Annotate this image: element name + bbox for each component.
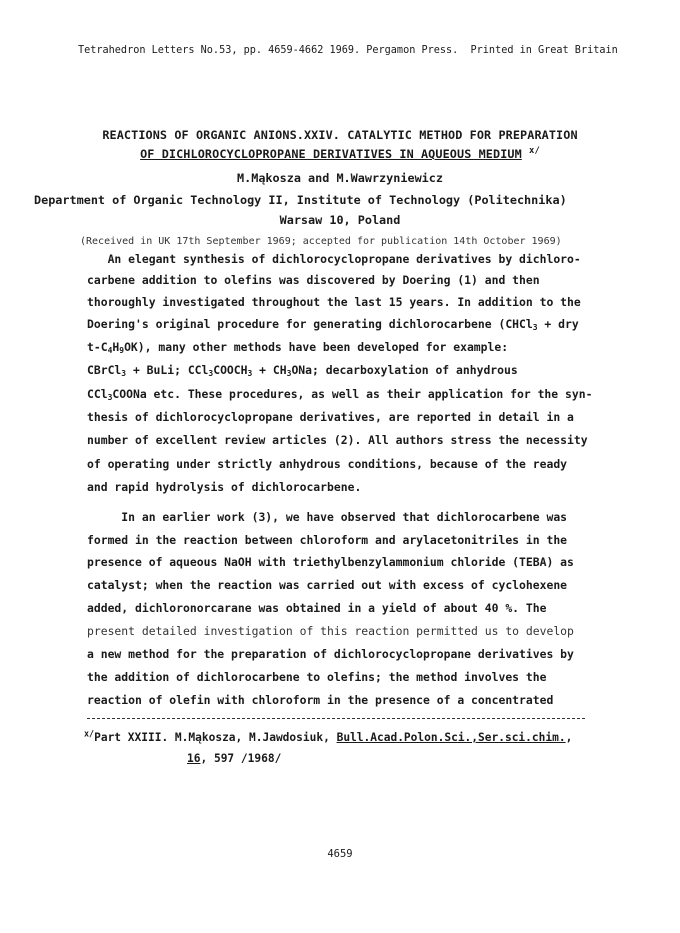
authors: M.Mąkosza and M.Wawrzyniewicz xyxy=(237,171,443,185)
body-text: CBrCl xyxy=(87,363,122,377)
body-text: t-C xyxy=(87,340,108,354)
body-line: present detailed investigation of this reaction permitted us to develop xyxy=(87,624,574,638)
footnote-divider xyxy=(87,718,585,719)
body-line: of operating under strictly anhydrous conditions, because of the ready xyxy=(87,457,568,471)
footnote-journal: Bull.Acad.Polon.Sci.,Ser.sci.chim. xyxy=(336,731,566,744)
body-text: COONa etc. These procedures, as well as their application for the syn- xyxy=(112,387,593,401)
subscript: 9 xyxy=(119,346,125,355)
body-line: In an earlier work (3), we have observed that dichlorocarbene was xyxy=(87,510,568,524)
title-line-2-text: OF DICHLOROCYCLOPROPANE DERIVATIVES IN AQUEOUS MEDIUM xyxy=(140,147,522,161)
footnote-volume: 16 xyxy=(187,752,201,765)
page-number: 4659 xyxy=(327,848,353,860)
body-text: COOCH xyxy=(213,363,248,377)
body-line: added, dichloronorcarane was obtained in a yield of about 40 %. The xyxy=(87,601,547,615)
affiliation-line-2: Warsaw 10, Poland xyxy=(279,213,401,227)
received-date: (Received in UK 17th September 1969; accepted for publication 14th October 1969) xyxy=(80,236,562,247)
body-line: thesis of dichlorocyclopropane derivatives, are reported in detail in a xyxy=(87,410,574,424)
title-line-1: REACTIONS OF ORGANIC ANIONS.XXIV. CATALYTIC METHOD FOR PREPARATION xyxy=(102,128,578,142)
subscript: 3 xyxy=(121,369,127,378)
body-line: formed in the reaction between chloroform and arylacetonitriles in the xyxy=(87,533,568,547)
body-line: number of excellent review articles (2). All authors stress the necessity xyxy=(87,433,588,447)
body-line xyxy=(87,363,518,377)
body-line xyxy=(87,387,592,401)
subscript: 4 xyxy=(107,346,113,355)
body-line xyxy=(87,340,508,354)
body-text: H xyxy=(112,340,120,354)
subscript: 3 xyxy=(286,369,292,378)
body-line: reaction of olefin with chloroform in the presence of a concentrated xyxy=(87,693,554,707)
body-text: + dry xyxy=(537,317,579,331)
body-line: the addition of dichlorocarbene to olefins; the method involves the xyxy=(87,670,547,684)
subscript: 3 xyxy=(107,393,113,402)
body-line: a new method for the preparation of dichlorocyclopropane derivatives by xyxy=(87,647,574,661)
body-line: thoroughly investigated throughout the last 15 years. In addition to the xyxy=(87,295,581,309)
footnote-line-2 xyxy=(187,752,281,766)
body-text: Doering's original procedure for generating dichlorocarbene (CHCl xyxy=(87,317,533,331)
footnote-text: Part XXIII. M.Mąkosza, M.Jawdosiuk, xyxy=(94,731,337,744)
body-line: An elegant synthesis of dichlorocyclopropane derivatives by dichloro- xyxy=(87,252,581,266)
footnote-mark: x/ xyxy=(84,728,95,739)
title-footnote-mark: x/ xyxy=(529,146,540,157)
body-line: presence of aqueous NaOH with triethylbenzylammonium chloride (TEBA) as xyxy=(87,555,574,569)
body-text: CCl xyxy=(87,387,108,401)
subscript: 3 xyxy=(208,369,214,378)
footnote-text: , xyxy=(565,731,573,744)
affiliation-line-1: Department of Organic Technology II, Institute of Technology (Politechnika) xyxy=(34,193,567,207)
footnote-line-1 xyxy=(84,728,573,745)
body-line: and rapid hydrolysis of dichlorocarbene. xyxy=(87,480,362,494)
body-line xyxy=(87,317,579,331)
body-text: + CH xyxy=(252,363,287,377)
footnote-text: , 597 /1968/ xyxy=(200,752,282,765)
body-text: OK), many other methods have been developed for example: xyxy=(124,340,509,354)
body-line: catalyst; when the reaction was carried out with excess of cyclohexene xyxy=(87,578,568,592)
journal-header: Tetrahedron Letters No.53, pp. 4659-4662 1969. Pergamon Press. Printed in Great Britain xyxy=(78,45,618,56)
subscript: 3 xyxy=(247,369,253,378)
body-text: ONa; decarboxylation of anhydrous xyxy=(291,363,518,377)
title-line-2 xyxy=(0,147,680,161)
body-text: + BuLi; CCl xyxy=(126,363,209,377)
body-line: carbene addition to olefins was discovered by Doering (1) and then xyxy=(87,273,540,287)
subscript: 3 xyxy=(532,323,538,332)
